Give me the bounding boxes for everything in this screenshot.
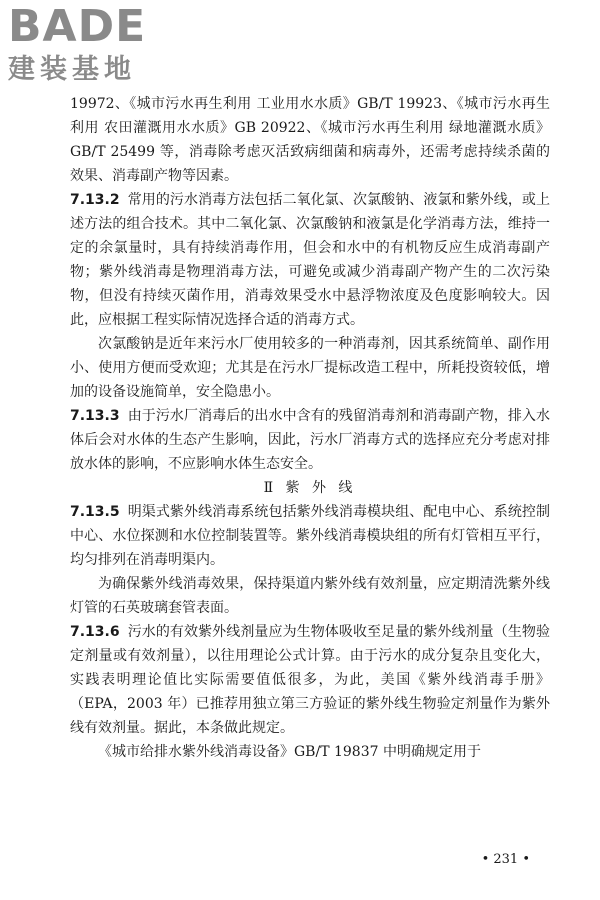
logo-subtitle: 建装基地 [8,54,136,85]
clause-number: 7.13.5 [70,504,120,520]
paragraph [70,572,550,620]
clause-paragraph [70,404,550,476]
paragraph-text: 为确保紫外线消毒效果，保持渠道内紫外线有效剂量，应定期清洗紫外线灯管的石英玻璃套管表面。 [70,576,550,616]
logo-brand: BADE [8,1,147,52]
clause-number: 7.13.6 [70,624,120,640]
paragraph-text: 污水的有效紫外线剂量应为生物体吸收至足量的紫外线剂量（生物验定剂量或有效剂量），以往用理论公式计算。由于污水的成分复杂且变化大，实践表明理论值比实际需要值低很多，为此，美国《紫外线消毒手册》（EPA，2003 年）已推荐用独立第三方验证的紫外线生物验定剂量作为紫外线有效剂量。据此，本条做此规定。 [70,624,550,736]
document-body [70,92,550,764]
paragraph-text: 常用的污水消毒方法包括二氧化氯、次氯酸钠、液氯和紫外线，或上述方法的组合技术。其中二氧化氯、次氯酸钠和液氯是化学消毒方法，维持一定的余氯量时，具有持续消毒作用，但会和水中的有机物反应生成消毒副产物；紫外线消毒是物理消毒方法，可避免或减少消毒副产物产生的二次污染物，但没有持续灭菌作用，消毒效果受水中悬浮物浓度及色度影响较大。因此，应根据工程实际情况选择合适的消毒方式。 [70,192,550,328]
paragraph-text: 明渠式紫外线消毒系统包括紫外线消毒模块组、配电中心、系统控制中心、水位探测和水位控制装置等。紫外线消毒模块组的所有灯管相互平行，均匀排列在消毒明渠内。 [70,504,550,568]
paragraph [70,92,550,188]
section-heading: Ⅱ 紫 外 线 [263,480,357,496]
clause-paragraph [70,188,550,332]
paragraph-text: 次氯酸钠是近年来污水厂使用较多的一种消毒剂，因其系统简单、副作用小、使用方便而受欢迎；尤其是在污水厂提标改造工程中，所耗投资较低，增加的设备设施简单，安全隐患小。 [70,336,550,400]
paragraph [70,332,550,404]
paragraph-text: 由于污水厂消毒后的出水中含有的残留消毒剂和消毒副产物，排入水体后会对水体的生态产生影响，因此，污水厂消毒方式的选择应充分考虑对排放水体的影响，不应影响水体生态安全。 [70,408,550,472]
paragraph-text: 19972、《城市污水再生利用 工业用水水质》GB/T 19923、《城市污水再生利用 农田灌溉用水水质》GB 20922、《城市污水再生利用 绿地灌溉水质》GB/T 25499 等，消毒除考虑灭活致病细菌和病毒外，还需考虑持续杀菌的效果、消毒副产物等因素。 [70,96,550,184]
paragraph-text: 《城市给排水紫外线消毒设备》GB/T 19837 中明确规定用于 [98,744,481,760]
clause-paragraph [70,500,550,572]
clause-number: 7.13.2 [70,192,120,208]
clause-number: 7.13.3 [70,408,120,424]
clause-paragraph [70,620,550,740]
paragraph [70,740,550,764]
page-number: • 231 • [481,852,530,867]
bade-logo [8,1,178,88]
